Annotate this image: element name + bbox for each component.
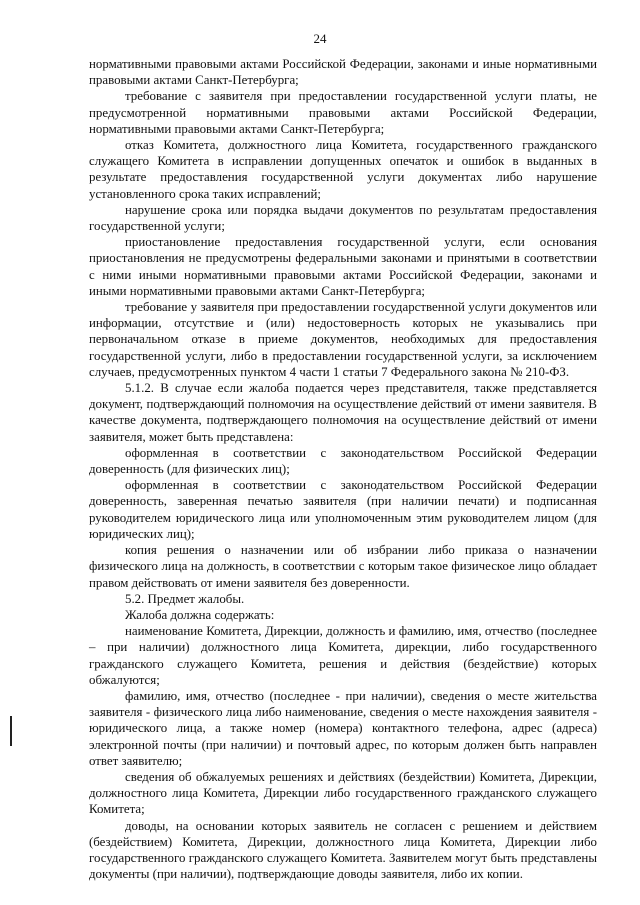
paragraph: приостановление предоставления государственной услуги, если основания приостановления не предусмотрены федеральными законами и принятыми в соответствии с ними иными нормативными правовыми актами Российской Федерации, законами и иными нормативными правовыми актами Санкт-Петербурга; — [89, 235, 597, 298]
paragraph: 5.1.2. В случае если жалоба подается через представителя, также представляется документ, подтверждающий полномочия на осуществление действий от имени заявителя. В качестве документа, подтверждающего полномочия на осуществление действий от имени заявителя, может быть представлена: — [89, 381, 597, 444]
paragraph: доводы, на основании которых заявитель не согласен с решением и действием (бездействием) Комитета, Дирекции, должностного лица Комитета, Дирекции либо государственного гражданского служащего Комитета. Заявителем могут быть представлены документы (при наличии), подтверждающие доводы заявителя, либо их копии. — [89, 818, 597, 882]
paragraph: Жалоба должна содержать: — [125, 607, 275, 622]
paragraph: нормативными правовыми актами Российской Федерации, законами и иные нормативными правовыми актами Санкт-Петербурга; — [89, 57, 597, 88]
paragraph: требование с заявителя при предоставлении государственной услуги платы, не предусмотренной нормативными правовыми актами Российской Федерации, нормативными правовыми актами Санкт-Петербурга; — [89, 89, 597, 136]
paragraph: оформленная в соответствии с законодательством Российской Федерации доверенность (для физических лиц); — [89, 445, 597, 477]
paragraph: сведения об обжалуемых решениях и действиях (бездействии) Комитета, Дирекции, должностного лица Комитета, Дирекции либо государственного гражданского служащего Комитета; — [89, 769, 597, 817]
paragraph: оформленная в соответствии с законодательством Российской Федерации доверенность, заверенная печатью заявителя (при наличии печати) и подписанная руководителем юридического лица или уполномоченным этим руководителем лицом (для юридических лиц); — [89, 478, 597, 541]
document-body — [89, 56, 597, 882]
margin-mark — [10, 716, 12, 746]
paragraph: нарушение срока или порядка выдачи документов по результатам предоставления государственной услуги; — [89, 202, 597, 234]
page-number: 24 — [313, 31, 327, 46]
paragraph: наименование Комитета, Дирекции, должность и фамилию, имя, отчество (последнее – при наличии) должностного лица Комитета, дирекции, либо государственного гражданского служащего Комитета, решения и действия (бездействие) которых обжалуются; — [89, 624, 597, 687]
section-heading: 5.2. Предмет жалобы. — [125, 591, 245, 606]
paragraph: требование у заявителя при предоставлении государственной услуги документов или информации, отсутствие и (или) недостоверность которых не указывались при первоначальном отказе в приеме документов, необходимых для предоставления государственной услуги, либо в предоставлении государственной услуги, за исключением случаев, предусмотренных пунктом 4 части 1 статьи 7 Федерального закона № 210-ФЗ. — [89, 300, 597, 379]
paragraph: копия решения о назначении или об избрании либо приказа о назначении физического лица на должность, в соответствии с которым такое физическое лицо обладает правом действовать от имени заявителя без доверенности. — [89, 543, 597, 590]
paragraph: фамилию, имя, отчество (последнее - при наличии), сведения о месте жительства заявителя - физического лица либо наименование, сведения о месте нахождения заявителя - юридического лица, а также номер (номера) контактного телефона, адрес (адреса) электронной почты (при наличии) и почтовый адрес, по которым должен быть направлен ответ заявителю; — [89, 688, 597, 768]
paragraph: отказ Комитета, должностного лица Комитета, государственного гражданского служащего Комитета в исправлении допущенных опечаток и ошибок в выданных в результате предоставления государственной услуги документах либо нарушение установленного срока таких исправлений; — [89, 138, 597, 201]
